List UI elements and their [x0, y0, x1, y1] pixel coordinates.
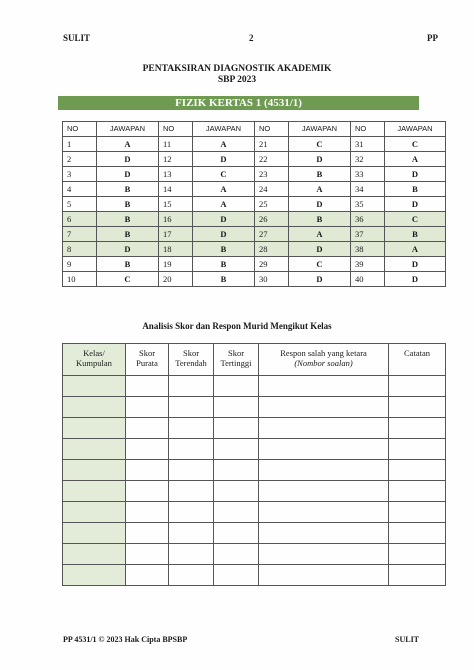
question-number: 14 [159, 182, 193, 197]
header-left: SULIT [63, 33, 91, 43]
question-number: 31 [351, 137, 385, 152]
empty-cell[interactable] [389, 565, 446, 586]
table-row [63, 152, 446, 167]
question-number: 3 [63, 167, 97, 182]
empty-cell[interactable] [169, 397, 214, 418]
header-line: Respon salah yang ketara [280, 348, 367, 358]
header-line: Tertinggi [220, 358, 252, 368]
answer-letter: A [385, 242, 446, 257]
empty-cell[interactable] [214, 460, 259, 481]
question-number: 11 [159, 137, 193, 152]
table-row [63, 182, 446, 197]
analysis-header-row [63, 344, 446, 376]
answer-letter: D [289, 272, 351, 287]
question-number: 37 [351, 227, 385, 242]
column-header: JAWAPAN [289, 122, 351, 137]
empty-cell[interactable] [259, 439, 389, 460]
header-line: Kelas/ [83, 348, 105, 358]
empty-cell[interactable] [126, 544, 169, 565]
answer-letter: A [289, 182, 351, 197]
answer-letter: B [385, 227, 446, 242]
empty-cell[interactable] [126, 523, 169, 544]
empty-cell[interactable] [259, 481, 389, 502]
empty-cell[interactable] [259, 502, 389, 523]
answer-letter: B [97, 197, 159, 212]
table-row [63, 137, 446, 152]
empty-cell[interactable] [259, 544, 389, 565]
answer-letter: C [193, 167, 255, 182]
analysis-row [63, 460, 446, 481]
table-row [63, 272, 446, 287]
question-number: 33 [351, 167, 385, 182]
empty-cell[interactable] [389, 481, 446, 502]
answer-letter: D [193, 227, 255, 242]
answer-letter: C [385, 212, 446, 227]
empty-cell[interactable] [63, 523, 126, 544]
empty-cell[interactable] [214, 523, 259, 544]
question-number: 15 [159, 197, 193, 212]
column-header: JAWAPAN [193, 122, 255, 137]
empty-cell[interactable] [169, 502, 214, 523]
question-number: 7 [63, 227, 97, 242]
empty-cell[interactable] [126, 439, 169, 460]
analysis-row [63, 397, 446, 418]
question-number: 35 [351, 197, 385, 212]
column-header: NO [255, 122, 289, 137]
question-number: 29 [255, 257, 289, 272]
empty-cell[interactable] [214, 565, 259, 586]
analysis-row [63, 439, 446, 460]
empty-cell[interactable] [169, 460, 214, 481]
empty-cell[interactable] [63, 397, 126, 418]
empty-cell[interactable] [169, 523, 214, 544]
question-number: 39 [351, 257, 385, 272]
table-row [63, 167, 446, 182]
answer-letter: B [97, 257, 159, 272]
empty-cell[interactable] [169, 376, 214, 397]
empty-cell[interactable] [214, 481, 259, 502]
table-row [63, 212, 446, 227]
analysis-row [63, 502, 446, 523]
column-header: NO [351, 122, 385, 137]
empty-cell[interactable] [63, 376, 126, 397]
question-number: 38 [351, 242, 385, 257]
title-line-2: SBP 2023 [217, 75, 257, 85]
document-title [0, 64, 474, 86]
footer-right: SULIT [395, 635, 420, 644]
empty-cell[interactable] [63, 439, 126, 460]
table-row [63, 257, 446, 272]
answer-letter: D [97, 242, 159, 257]
analysis-column-header [63, 344, 126, 376]
header-right: PP [427, 33, 438, 43]
answer-letter: D [193, 212, 255, 227]
empty-cell[interactable] [259, 418, 389, 439]
table-row [63, 227, 446, 242]
empty-cell[interactable] [214, 376, 259, 397]
empty-cell[interactable] [126, 460, 169, 481]
answer-letter: A [97, 137, 159, 152]
question-number: 30 [255, 272, 289, 287]
answer-letter: A [193, 182, 255, 197]
question-number: 40 [351, 272, 385, 287]
question-number: 18 [159, 242, 193, 257]
analysis-row [63, 565, 446, 586]
answer-table-header [63, 122, 446, 137]
answer-letter: D [193, 152, 255, 167]
empty-cell[interactable] [389, 544, 446, 565]
empty-cell[interactable] [63, 481, 126, 502]
question-number: 26 [255, 212, 289, 227]
question-number: 4 [63, 182, 97, 197]
question-number: 34 [351, 182, 385, 197]
answer-key-table [62, 121, 446, 287]
empty-cell[interactable] [214, 439, 259, 460]
column-header: JAWAPAN [97, 122, 159, 137]
empty-cell[interactable] [169, 481, 214, 502]
empty-cell[interactable] [214, 418, 259, 439]
question-number: 25 [255, 197, 289, 212]
empty-cell[interactable] [126, 397, 169, 418]
question-number: 23 [255, 167, 289, 182]
page-number: 2 [249, 33, 254, 43]
question-number: 22 [255, 152, 289, 167]
question-number: 6 [63, 212, 97, 227]
analysis-column-header [169, 344, 214, 376]
analysis-table [62, 343, 446, 586]
empty-cell[interactable] [389, 397, 446, 418]
subject-banner: FIZIK KERTAS 1 (4531/1) [58, 96, 419, 110]
answer-letter: D [385, 197, 446, 212]
empty-cell[interactable] [169, 565, 214, 586]
column-header: NO [63, 122, 97, 137]
empty-cell[interactable] [214, 544, 259, 565]
analysis-row [63, 544, 446, 565]
answer-letter: B [97, 227, 159, 242]
question-number: 13 [159, 167, 193, 182]
question-number: 2 [63, 152, 97, 167]
column-header: NO [159, 122, 193, 137]
answer-letter: C [97, 272, 159, 287]
analysis-row [63, 481, 446, 502]
answer-letter: D [385, 167, 446, 182]
answer-letter: C [385, 137, 446, 152]
question-number: 32 [351, 152, 385, 167]
empty-cell[interactable] [126, 565, 169, 586]
header-line: Terendah [175, 358, 207, 368]
empty-cell[interactable] [63, 565, 126, 586]
answer-letter: D [385, 272, 446, 287]
question-number: 24 [255, 182, 289, 197]
answer-letter: A [289, 227, 351, 242]
analysis-column-header [259, 344, 389, 376]
answer-letter: B [193, 242, 255, 257]
answer-letter: C [289, 137, 351, 152]
empty-cell[interactable] [389, 376, 446, 397]
empty-cell[interactable] [389, 439, 446, 460]
answer-letter: A [193, 137, 255, 152]
question-number: 12 [159, 152, 193, 167]
header-line: Skor [138, 348, 156, 358]
analysis-column-header [389, 344, 446, 376]
empty-cell[interactable] [63, 502, 126, 523]
empty-cell[interactable] [389, 523, 446, 544]
header-line: (Nombor soalan) [294, 358, 353, 368]
empty-cell[interactable] [214, 397, 259, 418]
empty-cell[interactable] [259, 460, 389, 481]
analysis-column-header [126, 344, 169, 376]
answer-letter: D [97, 152, 159, 167]
table-row [63, 242, 446, 257]
question-number: 5 [63, 197, 97, 212]
answer-letter: A [193, 197, 255, 212]
title-line-1: PENTAKSIRAN DIAGNOSTIK AKADEMIK [142, 64, 332, 74]
analysis-row [63, 418, 446, 439]
answer-letter: D [97, 167, 159, 182]
table-row [63, 197, 446, 212]
question-number: 36 [351, 212, 385, 227]
empty-cell[interactable] [259, 397, 389, 418]
empty-cell[interactable] [126, 376, 169, 397]
answer-letter: B [97, 212, 159, 227]
answer-letter: D [289, 197, 351, 212]
answer-letter: C [289, 257, 351, 272]
answer-letter: B [97, 182, 159, 197]
analysis-row [63, 523, 446, 544]
empty-cell[interactable] [389, 502, 446, 523]
empty-cell[interactable] [389, 418, 446, 439]
empty-cell[interactable] [63, 544, 126, 565]
empty-cell[interactable] [169, 418, 214, 439]
question-number: 9 [63, 257, 97, 272]
empty-cell[interactable] [63, 418, 126, 439]
empty-cell[interactable] [389, 460, 446, 481]
empty-cell[interactable] [259, 523, 389, 544]
question-number: 16 [159, 212, 193, 227]
question-number: 8 [63, 242, 97, 257]
header-line: Kumpulan [76, 358, 112, 368]
empty-cell[interactable] [63, 460, 126, 481]
column-header: JAWAPAN [385, 122, 446, 137]
header-line: Skor [227, 348, 245, 358]
header-line: Skor [182, 348, 200, 358]
empty-cell[interactable] [169, 544, 214, 565]
empty-cell[interactable] [126, 418, 169, 439]
empty-cell[interactable] [214, 502, 259, 523]
question-number: 1 [63, 137, 97, 152]
empty-cell[interactable] [126, 502, 169, 523]
answer-letter: B [385, 182, 446, 197]
empty-cell[interactable] [126, 481, 169, 502]
question-number: 27 [255, 227, 289, 242]
question-number: 19 [159, 257, 193, 272]
analysis-row [63, 376, 446, 397]
header-line: Catatan [404, 348, 430, 358]
empty-cell[interactable] [259, 565, 389, 586]
answer-letter: D [289, 242, 351, 257]
answer-letter: A [385, 152, 446, 167]
question-number: 21 [255, 137, 289, 152]
question-number: 17 [159, 227, 193, 242]
answer-letter: B [289, 167, 351, 182]
analysis-column-header [214, 344, 259, 376]
answer-letter: B [193, 272, 255, 287]
header-line: Purata [136, 358, 158, 368]
empty-cell[interactable] [259, 376, 389, 397]
footer-copyright: PP 4531/1 © 2023 Hak Cipta BPSBP [63, 635, 188, 644]
answer-letter: B [289, 212, 351, 227]
analysis-title: Analisis Skor dan Respon Murid Mengikut Kelas [142, 321, 332, 331]
question-number: 10 [63, 272, 97, 287]
answer-letter: D [289, 152, 351, 167]
question-number: 28 [255, 242, 289, 257]
question-number: 20 [159, 272, 193, 287]
answer-letter: B [193, 257, 255, 272]
answer-letter: D [385, 257, 446, 272]
empty-cell[interactable] [169, 439, 214, 460]
